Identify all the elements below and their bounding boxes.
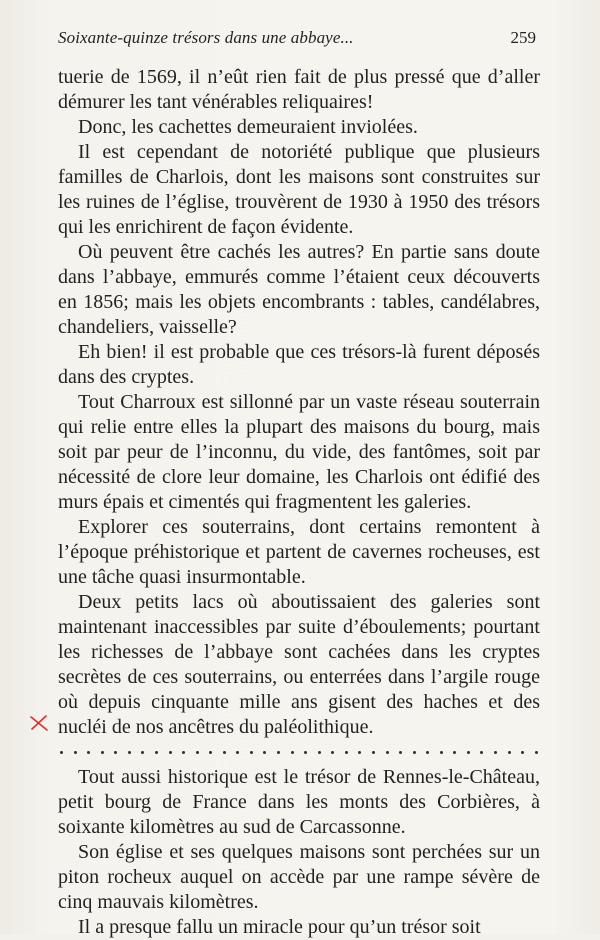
paragraph: Tout aussi historique est le trésor de Rennes-le-Château, petit bourg de France dans les monts des Corbières, à soixante kilomètres au sud de Carcassonne. (58, 766, 540, 838)
paragraph: Il est cependant de notoriété publique que plusieurs familles de Charlois, dont les maisons sont construites sur les ruines de l’église, trouvèrent de 1930 à 1950 des trésors qui les enrichirent de façon évidente. (58, 141, 540, 238)
page-number: 259 (510, 28, 536, 47)
paragraph: Où peuvent être cachés les autres? En partie sans doute dans l’abbaye, emmurés comme l’étaient ceux découverts en 1856; mais les objets encombrants : tables, candélabres, chandeliers, vaisselle? (58, 241, 540, 338)
paragraph: Explorer ces souterrains, dont certains remontent à l’époque préhistorique et partent de cavernes rocheuses, est une tâche quasi insurmontable. (58, 516, 540, 588)
running-head: Soixante-quinze trésors dans une abbaye... (58, 28, 354, 47)
body-text (58, 65, 540, 940)
paragraph: Eh bien! il est probable que ces trésors-là furent déposés dans des cryptes. (58, 341, 540, 388)
red-cross-mark-icon (28, 712, 50, 734)
paragraph: Son église et ses quelques maisons sont perchées sur un piton rocheux auquel on accède par une rampe sévère de cinq mauvais kilomètres. (58, 841, 540, 913)
paragraph: Deux petits lacs où aboutissaient des galeries sont maintenant inaccessibles par suite d’éboulements; pourtant les richesses de l’abbaye sont cachées dans les cryptes secrètes de ces souterrains, ou enterrées dans l’argile rouge où depuis cinquante mille ans gisent des haches et des nucléi de nos ancêtres du paléolithique. (58, 591, 540, 738)
paragraph: Donc, les cachettes demeuraient inviolées. (78, 116, 418, 138)
page-header (58, 28, 536, 56)
section-separator-dots (58, 740, 540, 765)
paragraph: Il a presque fallu un miracle pour qu’un trésor soit (78, 916, 481, 938)
paragraph: tuerie de 1569, il n’eût rien fait de plus pressé que d’aller démurer les tant vénérables reliquaires! (58, 66, 540, 113)
paragraph: Tout Charroux est sillonné par un vaste réseau souterrain qui relie entre elles la plupart des maisons du bourg, mais soit par peur de l’inconnu, du vide, des fantômes, soit par nécessité de clore leur domaine, les Charlois ont édifié des murs épais et cimentés qui fragmentent les galeries. (58, 391, 540, 513)
